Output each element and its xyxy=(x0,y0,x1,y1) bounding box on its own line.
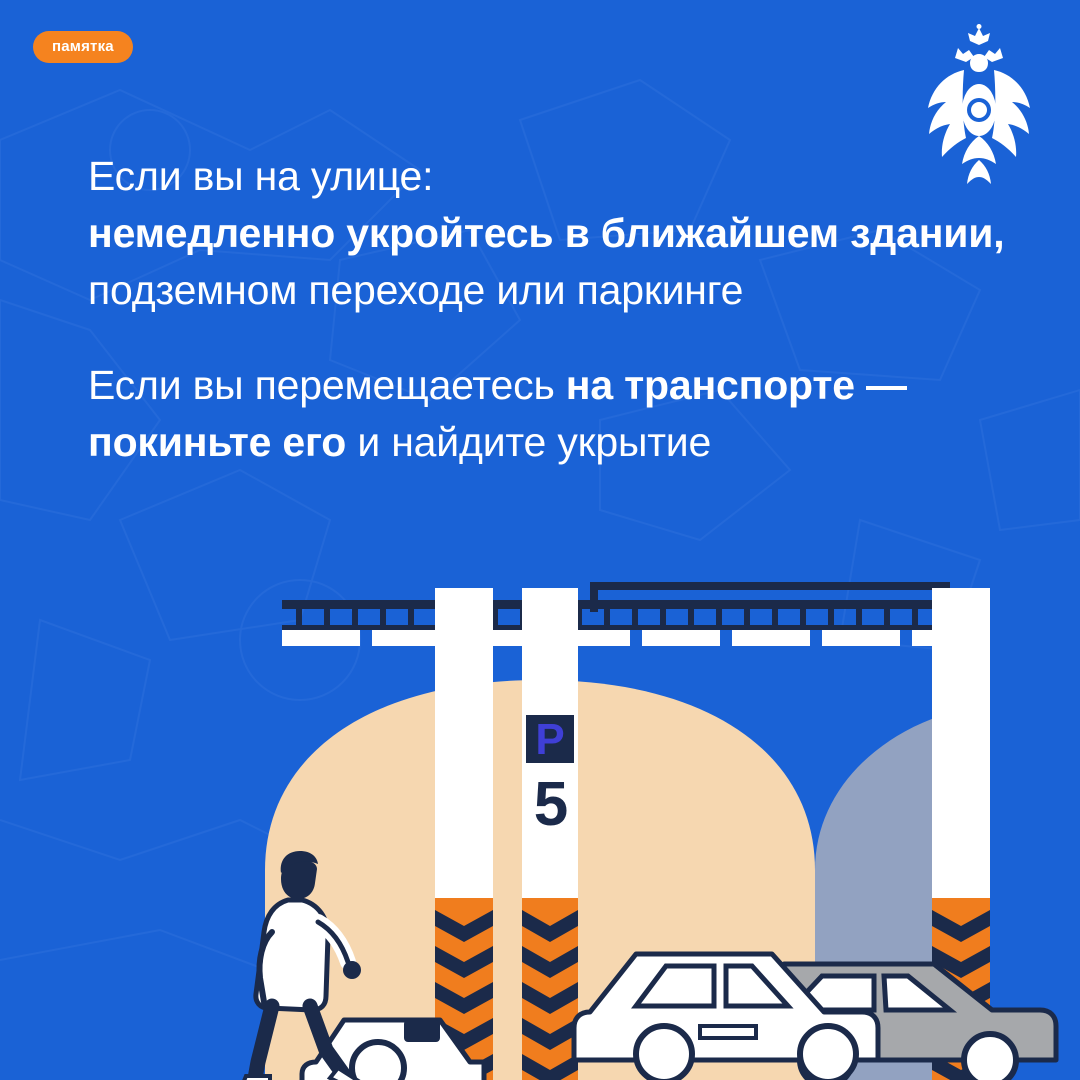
paragraph-outside xyxy=(88,148,1028,319)
status-badge: памятка xyxy=(33,31,133,63)
parking-sign-letter: P xyxy=(535,715,565,764)
paragraph-transport xyxy=(88,357,1028,471)
main-copy xyxy=(88,148,1028,471)
para1-lead: Если вы на улице: xyxy=(88,153,434,199)
para2-bold: на транспорте — покиньте его xyxy=(88,362,907,465)
para1-bold: немедленно укройтесь в ближайшем здании, xyxy=(88,210,1005,256)
parking-illustration xyxy=(0,540,1080,1080)
level-number: 5 xyxy=(533,770,569,839)
para2-rest: и найдите укрытие xyxy=(346,419,712,465)
para1-rest: подземном переходе или паркинге xyxy=(88,267,744,313)
para2-lead: Если вы перемещаетесь xyxy=(88,362,566,408)
